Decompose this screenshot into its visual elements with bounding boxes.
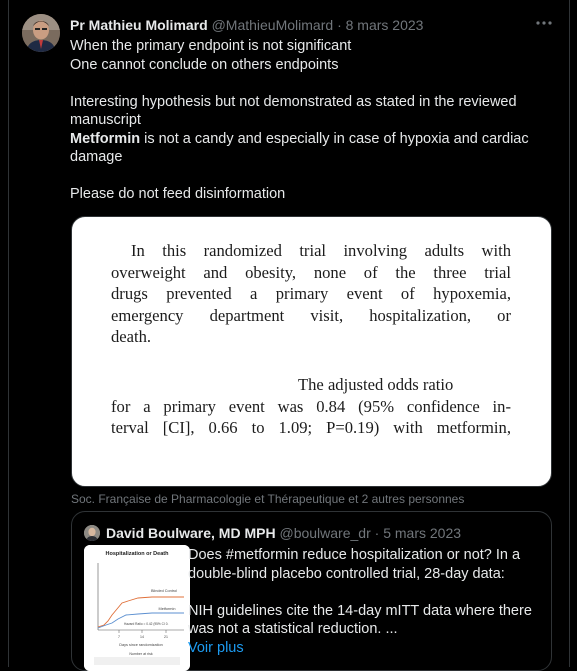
quote-chart-thumbnail [84, 545, 190, 671]
image-line: death. [111, 327, 152, 346]
image-line: drugs prevented a primary event of hypoxemia, [111, 284, 511, 303]
tagged-people[interactable]: Soc. Française de Pharmacologie et Thérapeutique et 2 autres personnes [71, 492, 465, 506]
author-name[interactable]: Pr Mathieu Molimard [70, 17, 208, 33]
quote-header [106, 524, 461, 542]
bold-term: Metformin [70, 130, 141, 147]
image-paragraph-1 [111, 240, 511, 348]
quote-text [188, 546, 543, 657]
quote-author-avatar [84, 525, 100, 541]
quote-author-name: David Boulware, MD MPH [106, 525, 276, 541]
thumb-hazard: Hazard Ratio = 0.42 (95% CI 0. [124, 622, 169, 626]
separator-dot: · [374, 525, 380, 541]
thumb-tick: 7 [118, 635, 120, 639]
tweet-line: Interesting hypothesis but not demonstrated as stated in the reviewed manuscript [70, 93, 517, 128]
quote-date: 5 mars 2023 [383, 525, 462, 541]
quote-author-handle: @boulware_dr [279, 525, 371, 541]
thumb-risk-label: Number at risk [129, 652, 153, 656]
tweet-image[interactable] [71, 216, 552, 487]
thumb-xlabel: Days since randomization [119, 643, 163, 647]
tweet-line: One cannot conclude on others endpoints [70, 56, 339, 73]
image-line: The adjusted odds ratio [298, 375, 454, 394]
tweet-line: When the primary endpoint is not significant [70, 38, 352, 54]
tweet-closing: Please do not feed disinformation [70, 186, 286, 202]
more-options-icon[interactable] [533, 12, 555, 34]
image-paragraph-2 [111, 374, 511, 439]
quoted-tweet[interactable] [71, 511, 552, 671]
thumb-tick: 21 [164, 635, 168, 639]
image-line: terval [CI], 0.66 to 1.09; P=0.19) with metformin, [111, 418, 511, 437]
thumb-tick: 14 [140, 635, 144, 639]
separator-dot: · [337, 17, 342, 33]
author-avatar[interactable] [22, 14, 60, 52]
image-line: emergency department visit, hospitalization, or [111, 305, 511, 325]
author-handle[interactable]: @MathieuMolimard [211, 17, 334, 33]
tweet-header [70, 16, 423, 34]
show-more-link[interactable]: Voir plus [188, 639, 244, 656]
tweet-line-rest: is not a candy and especially in case of hypoxia and cardiac damage [70, 130, 529, 165]
quote-paragraph: NIH guidelines cite the 14-day mITT data where there was not a statistical reduction. ... [188, 602, 532, 637]
tweet-text [70, 37, 540, 204]
quote-paragraph: Does #metformin reduce hospitalization or not? In a double-blind placebo controlled trial, 28-day data: [188, 547, 521, 582]
tweet-line [70, 130, 540, 167]
thumb-legend-control: Blinded Control [151, 589, 177, 593]
tweet-date[interactable]: 8 mars 2023 [345, 17, 424, 33]
thumb-legend-metformin: Metformin [158, 607, 176, 611]
thumb-title: Hospitalization or Death [105, 551, 169, 557]
image-line: In this randomized trial involving adults with [131, 241, 511, 260]
image-line: overweight and obesity, none of the three trial [111, 262, 511, 282]
image-line: for a primary event was 0.84 (95% confidence in- [111, 396, 511, 416]
